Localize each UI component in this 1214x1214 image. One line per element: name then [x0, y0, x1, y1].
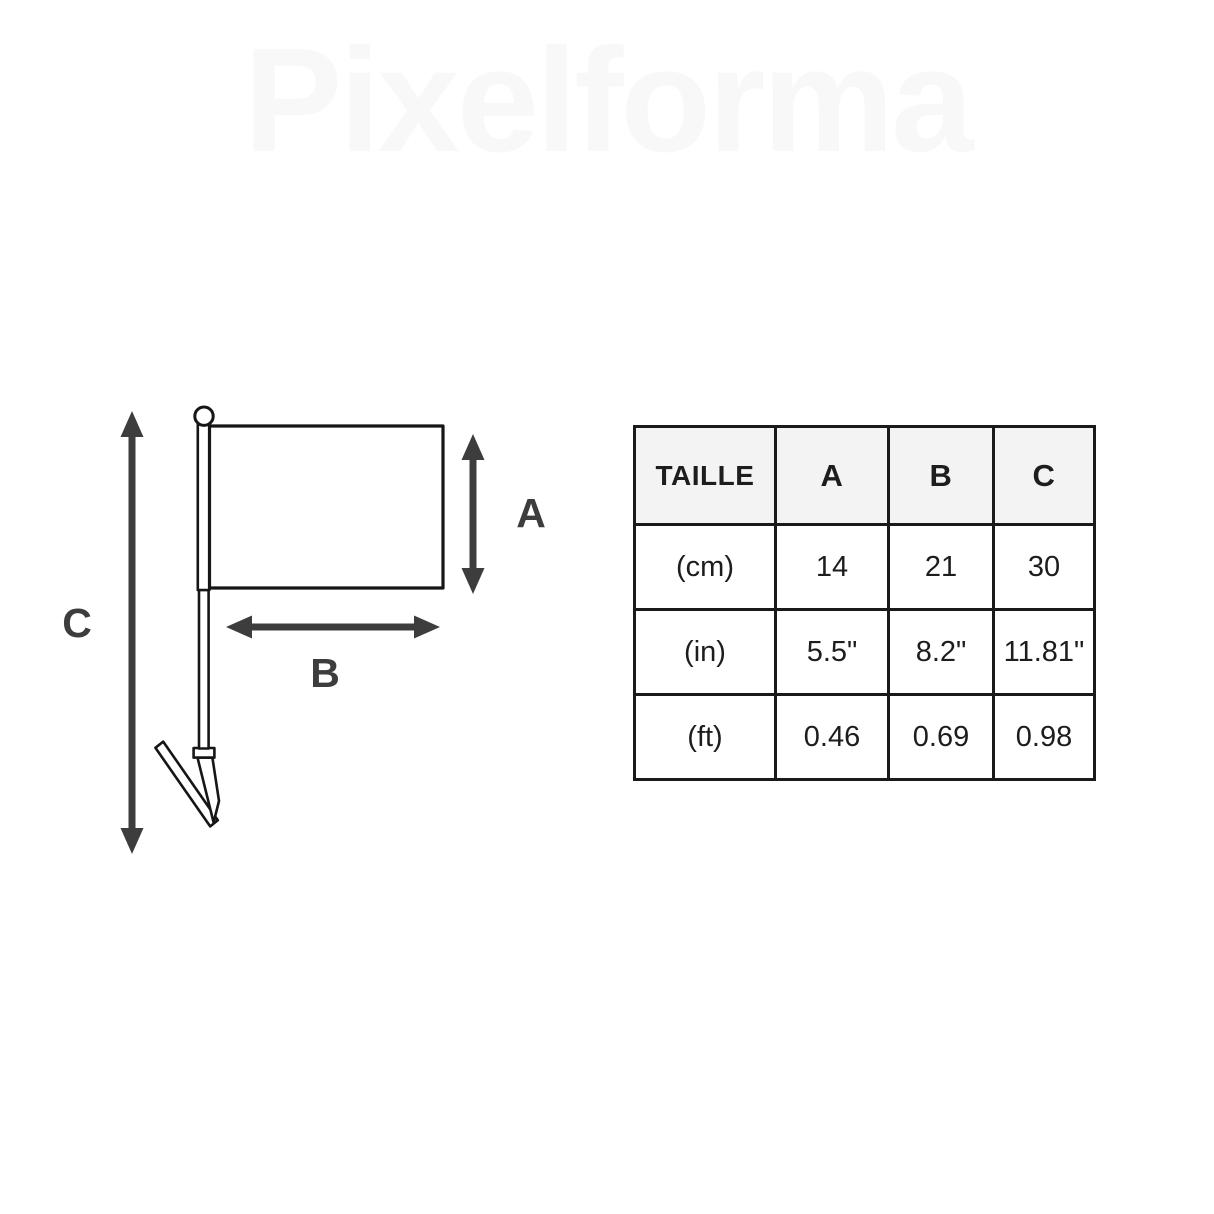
table-cell: 8.2": [889, 610, 994, 695]
size-table-header-c: C: [994, 427, 1095, 525]
car-flag-illustration: [155, 407, 443, 826]
table-cell-unit: (in): [635, 610, 776, 695]
flag-pole-upper: [198, 425, 210, 591]
size-table: [633, 425, 1096, 781]
flag-panel: [210, 426, 444, 588]
pole-ball: [195, 407, 213, 425]
table-row-ft: [635, 695, 1095, 780]
table-cell: 0.69: [889, 695, 994, 780]
size-table-header-taille: TAILLE: [635, 427, 776, 525]
table-row-cm: [635, 525, 1095, 610]
size-table-header-b: B: [889, 427, 994, 525]
dimension-arrow-b-icon: [226, 616, 440, 639]
table-cell: 0.98: [994, 695, 1095, 780]
dimension-arrow-c-icon: [121, 411, 144, 854]
flag-pole-lower: [199, 590, 209, 749]
dimension-label-c: C: [62, 600, 92, 646]
table-cell: 21: [889, 525, 994, 610]
table-cell: 11.81": [994, 610, 1095, 695]
dimension-label-b: B: [310, 650, 340, 696]
watermark: Pixelforma: [243, 18, 971, 183]
table-cell: 5.5": [776, 610, 889, 695]
size-table-header-row: [635, 427, 1095, 525]
table-row-in: [635, 610, 1095, 695]
table-cell: 14: [776, 525, 889, 610]
dimension-arrow-a-icon: [462, 434, 485, 594]
dimension-label-a: A: [516, 490, 546, 536]
table-cell-unit: (cm): [635, 525, 776, 610]
table-cell: 0.46: [776, 695, 889, 780]
size-table-header-a: A: [776, 427, 889, 525]
table-cell: 30: [994, 525, 1095, 610]
table-cell-unit: (ft): [635, 695, 776, 780]
